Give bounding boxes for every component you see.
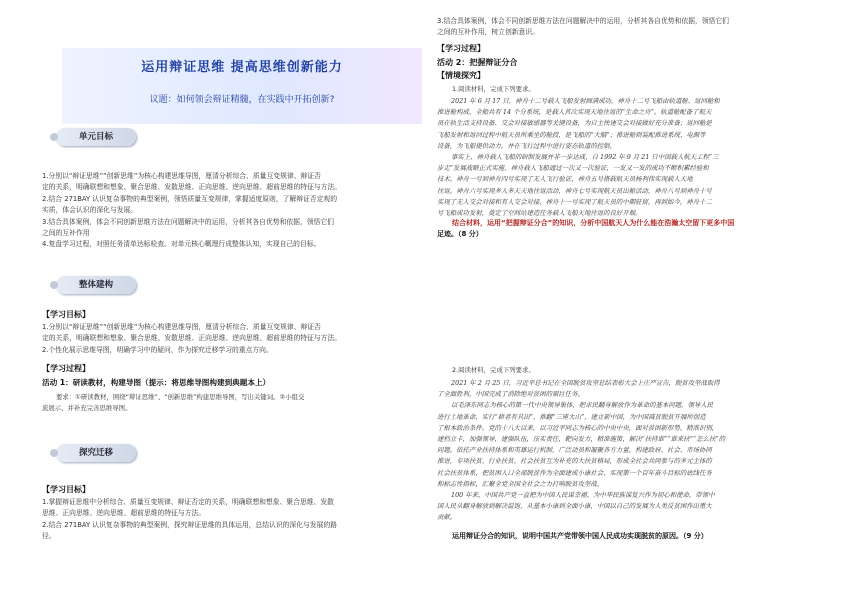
heading-process: 【学习过程】 bbox=[42, 364, 90, 373]
text-line: 往返。神舟六号实现多人多天天地往返活动，神舟七号实现航天员出舱活动，神舟八号到神舟十号 bbox=[437, 186, 712, 195]
text-line: 和标志性指标，汇聚全党全国全社会之力打响脱贫攻坚战。 bbox=[437, 479, 604, 488]
text-line: 之间的互补作用，树立创新意识。 bbox=[437, 28, 539, 37]
text-line: 3.结合具体案例，体会不同创新思维方法在问题解决中的运用，分析其各自优势和依据，领悟它们 bbox=[42, 217, 334, 226]
heading-goals-2: 【学习目标】 bbox=[42, 485, 90, 494]
section-label: 探究迁移 bbox=[78, 448, 113, 458]
question-1 bbox=[437, 218, 832, 240]
section-label: 整体建构 bbox=[78, 280, 113, 290]
explore-goals bbox=[42, 497, 427, 543]
question-2: 运用辩证分合的知识，说明中国共产党带领中国人民成功实现脱贫的原因。（9 分） bbox=[452, 532, 708, 540]
question-line: 结合材料，运用“把握辩证分合”的知识，分析中国航天人为什么能在浩瀚太空留下更多中国 bbox=[452, 219, 735, 227]
page-title: 运用辩证思维 提高思维创新能力 bbox=[141, 60, 343, 75]
material-1-intro: 1.阅读材料，完成下列要求。 bbox=[452, 85, 535, 93]
section-explore bbox=[56, 444, 136, 462]
text-line: 推进舱构成，全船共有 14 个分系统，是载人首次实现天地往返的“生命之舟”。轨道舱配备了航天 bbox=[437, 108, 712, 117]
text-line: 号飞船成功发射，奠定了空间站建造任务载人飞船天地往返的良好开端。 bbox=[437, 209, 642, 218]
text-line: 建档立卡，加强领导，建强队伍，压实责任，靶向发力，精准施策，解决“扶持谁”“谁来扶”“怎么扶”的 bbox=[437, 435, 726, 444]
text-line: 贡献。 bbox=[437, 513, 457, 522]
overall-goals bbox=[42, 322, 427, 356]
text-line: 2.结合 271BAY 认识复杂事物的典型案例，领悟质量互变规律，掌握适度原则，了解辩证否定观的 bbox=[42, 194, 337, 203]
question-line: 足迹。（8 分） bbox=[437, 230, 483, 238]
text-line: 1.分别以“辩证思维”“创新思维”为核心构建思维导图，厘清分析综合、质量互变规律、辩证否 bbox=[42, 172, 321, 180]
text-line: 事实上，神舟载人飞船的研制发展并非一步达成，自 1992 年 9 月 21 日中国载人航天工程“三 bbox=[451, 153, 719, 162]
text-line: 要求：①研读教材，围绕“辩证思维”、“创新思维”构建思维导图，写出关键词。②小组交 bbox=[56, 393, 305, 401]
section-overall bbox=[56, 276, 136, 294]
text-line: 实质，体会认识的深化与发展。 bbox=[42, 206, 138, 215]
section-unit-goal bbox=[56, 128, 136, 146]
text-line: 了全面胜利，中国完成了消除绝对贫困的艰巨任务。 bbox=[437, 390, 584, 399]
text-line: 思维、正向思维、逆向思维、超前思维的特征与方法。 bbox=[42, 509, 206, 518]
text-line: 100 年来，中国共产党一直把为中国人民谋幸福、为中华民族谋复兴作为初心和使命，带领中 bbox=[451, 491, 715, 500]
text-line: 技术。神舟一号到神舟四号实现了无人飞行验证，神舟五号搭载航天员杨利伟实现载人天地 bbox=[437, 175, 693, 184]
activity-2: 活动 2：把握辩证分合 bbox=[437, 58, 518, 67]
heading-goals: 【学习目标】 bbox=[42, 310, 90, 319]
text-line: 4.复盘学习过程，对照任务清单达标检查。对单元核心概理行成整体认知，实现自己的目标。 bbox=[42, 240, 321, 249]
text-line: 社会扶贫体系，把贫困人口全部脱贫作为全面建成小康社会、实现第一个百年奋斗目标的底线任务 bbox=[437, 468, 712, 477]
right-top-text bbox=[437, 16, 832, 39]
text-line: 2021 年 2 月 25 日，习近平总书记在全国脱贫攻坚总结表彰大会上庄严宣告，脱贫攻坚战取得 bbox=[451, 379, 720, 387]
text-line: 了根本政治条件。党的十八大以来，以习近平同志为核心的中央中央，面对贫困新形势，精准识别， bbox=[437, 423, 719, 432]
activity-1: 活动 1：研读教材，构建导图（提示：将思维导图构建到典题本上） bbox=[42, 378, 271, 387]
unit-goal-text bbox=[42, 171, 427, 251]
text-line: 问题。依托产业扶持体系和英雄运行机制，广泛动员和凝聚各方力量，构建政府、社会、市场协同 bbox=[437, 446, 712, 455]
text-line: 流展示，并补充完善思维导图。 bbox=[42, 404, 132, 413]
text-line: 3.结合具体案例，体会不同创新思维方法在问题解决中的运用，分析其各自优势和依据，领悟它们 bbox=[437, 17, 729, 25]
title-banner bbox=[62, 48, 422, 124]
text-line: 径。 bbox=[42, 532, 56, 541]
material-2 bbox=[437, 378, 832, 524]
text-line: 设备，为飞船提供动力，并在飞行过程中进行姿态轨道的控制。 bbox=[437, 141, 616, 150]
text-line: 员在轨生活支持设备、交会对接敏感器等关键设备，为自主快速交会对接做好充分准备；返回舱是 bbox=[437, 119, 712, 128]
activity-1-req bbox=[42, 392, 427, 414]
heading-process-2: 【学习过程】 bbox=[437, 44, 485, 53]
text-line: 定的关系，明确联想和想象、聚合思维、发散思维、正向思维、逆向思维、超前思维的特征与方法。 bbox=[42, 334, 342, 343]
text-line: 国人民从翻身解放到解决温饱，从基本小康到全面小康，中国以自己的发展为人类反贫困作出重大 bbox=[437, 502, 712, 511]
heading-situation: 【情境探究】 bbox=[437, 71, 485, 80]
text-line: 以毛泽东同志为核心的第一代中央领导集体，把求民翻身解放作为革命的基本问题，领导人民 bbox=[451, 401, 714, 410]
text-line: 飞船发射和返回过程中航天员所乘坐的舱段，是飞船的“大脑”；推进舱则装配推进系统、电源等 bbox=[437, 130, 706, 139]
material-1 bbox=[437, 96, 832, 219]
section-label: 单元目标 bbox=[78, 132, 113, 142]
text-line: 进行土地革命，实行“耕者有其田”，推翻“三座大山”，建立新中国，为中国减贫脱贫开展所创造 bbox=[437, 412, 706, 421]
text-line: 2021 年 6 月 17 日，神舟十二号载人飞船发射圆满成功。神舟十二号飞船由轨道舱、返回舱和 bbox=[451, 97, 720, 105]
text-line: 1.掌握辩证思维中分析综合、质量互变规律、辩证否定的关系，明确联想和想象、聚合思维、发散 bbox=[42, 498, 334, 506]
text-line: 推进，专项扶贫、行业扶贫、社会扶贫互为补充的大扶贫格局，形成全社会共同参与的多元主体的 bbox=[437, 457, 712, 466]
text-line: 之间的互补作用 bbox=[42, 229, 90, 238]
text-line: 1.分别以“辩证思维”“创新思维”为核心构建思维导图，厘清分析综合、质量互变规律、辩证否 bbox=[42, 323, 321, 331]
text-line: 步走”发展战略正式实施，神舟载人飞船通过一次又一次验证，一发又一发的成功不断积累经验和 bbox=[437, 164, 709, 173]
text-line: 2.个性化展示思维导图，明确学习中的疑问，作为探究迁移学习的重点方向。 bbox=[42, 345, 273, 354]
text-line: 实现了无人交会对接和有人交会对接，神舟十一号实现了航天员的中期驻留，再到如今，神舟十二 bbox=[437, 197, 712, 206]
page-subtitle: 议题：如何领会辩证精髓，在实践中开拓创新? bbox=[149, 95, 335, 105]
text-line: 定的关系，明确联想和想象、聚合思维、发散思维、正向思维、逆向思维、超前思维的特征与方法。 bbox=[42, 183, 342, 192]
text-line: 2.结合 271BAY 认识复杂事物的典型案例，探究辩证思维的具体运用，总结认识的深化与发展的路 bbox=[42, 520, 337, 529]
material-2-intro: 2.阅读材料，完成下列要求。 bbox=[452, 366, 535, 374]
